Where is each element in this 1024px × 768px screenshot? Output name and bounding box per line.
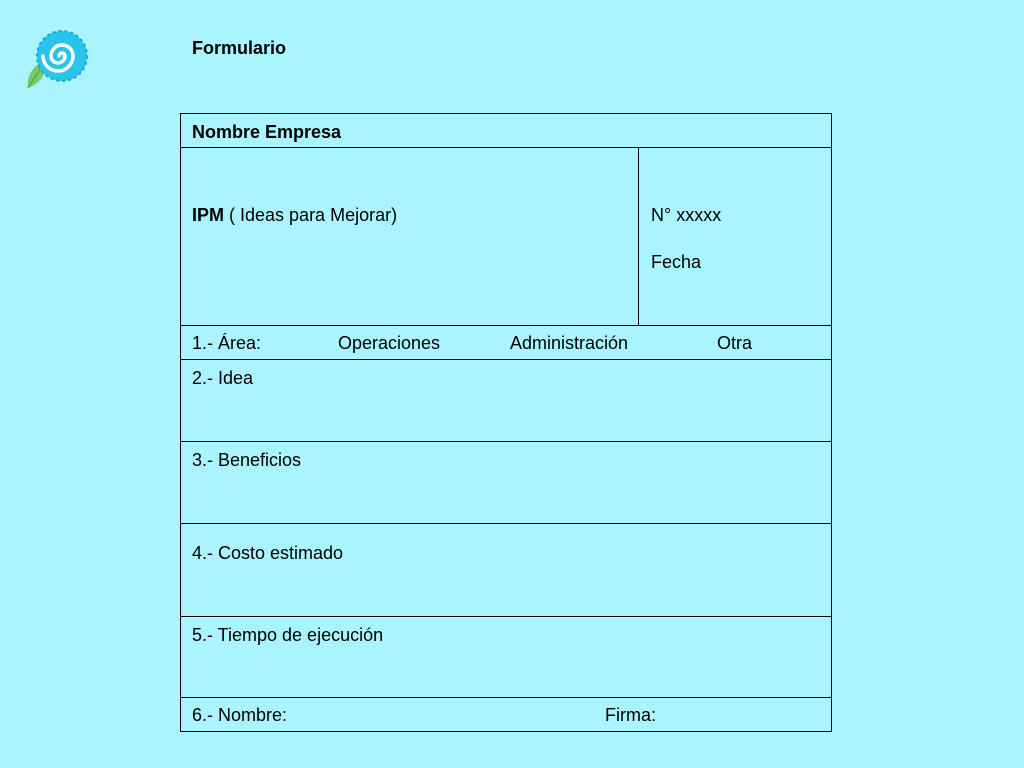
- idea-label: 2.- Idea: [192, 368, 254, 388]
- signature-label: Firma:: [605, 705, 656, 725]
- ipm-divider: [638, 148, 639, 325]
- ipm-row: [181, 148, 831, 326]
- area-label: 1.- Área:: [192, 333, 262, 353]
- company-label: Nombre Empresa: [192, 122, 342, 142]
- date-label: Fecha: [651, 252, 702, 272]
- name-label: 6.- Nombre:: [192, 705, 288, 725]
- area-option-otra: Otra: [717, 333, 753, 353]
- spiral-leaf-logo-icon: [22, 28, 94, 94]
- area-option-administracion: Administración: [510, 333, 629, 353]
- company-row: [181, 114, 831, 148]
- benefits-label: 3.- Beneficios: [192, 450, 302, 470]
- ipm-form: [180, 113, 832, 732]
- ipm-acronym: IPM: [192, 205, 225, 225]
- time-label: 5.- Tiempo de ejecución: [192, 625, 384, 645]
- area-row: [181, 326, 831, 360]
- page-title: Formulario: [192, 38, 287, 58]
- cost-row: [181, 524, 831, 617]
- area-option-operaciones: Operaciones: [338, 333, 441, 353]
- ipm-description: ( Ideas para Mejorar): [224, 205, 398, 225]
- number-label: N° xxxxx: [651, 205, 722, 225]
- ipm-title: [192, 205, 397, 226]
- name-row: [181, 698, 831, 730]
- time-row: [181, 617, 831, 698]
- cost-label: 4.- Costo estimado: [192, 543, 344, 563]
- idea-row: [181, 360, 831, 442]
- benefits-row: [181, 442, 831, 524]
